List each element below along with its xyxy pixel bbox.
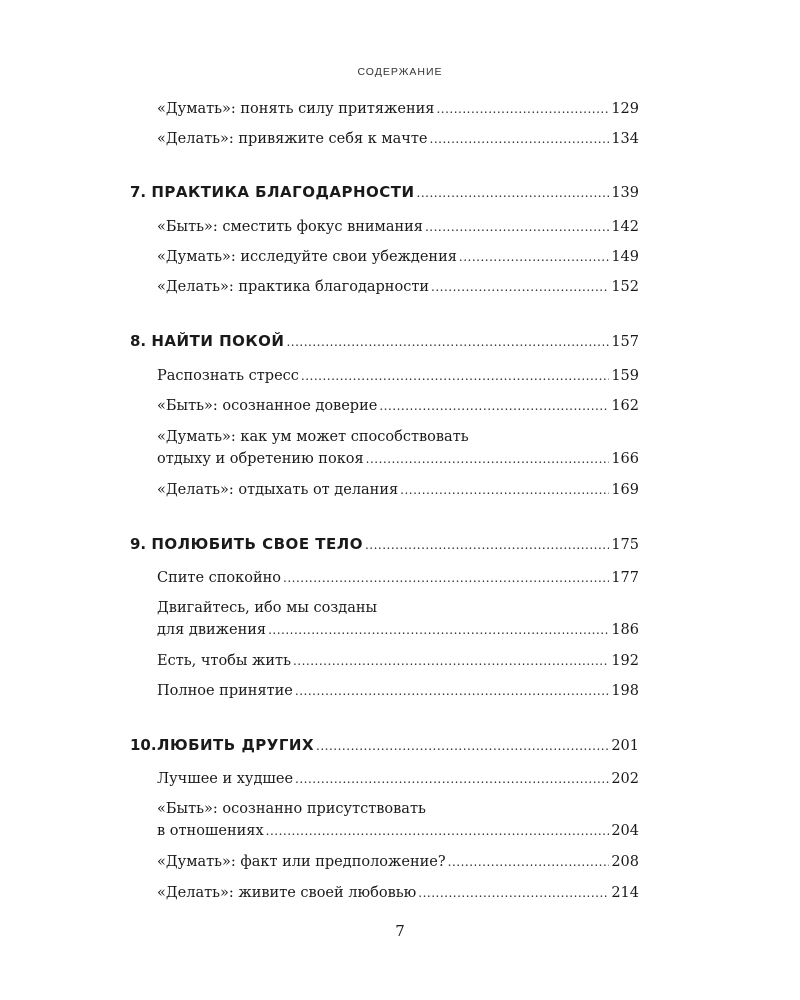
toc-entry bbox=[157, 882, 639, 904]
dot-leader bbox=[293, 650, 609, 672]
toc-entry-title-line1: Двигайтесь, ибо мы созданы bbox=[157, 600, 378, 616]
toc-entry-page: 169 bbox=[611, 482, 639, 498]
toc-entry bbox=[157, 365, 639, 387]
toc-chapter bbox=[130, 734, 639, 757]
toc-entry-title: отдыху и обретению покоя bbox=[157, 451, 364, 467]
toc-entry bbox=[157, 98, 639, 120]
toc-entry-page: 134 bbox=[611, 131, 639, 147]
chapter-title: ПРАКТИКА БЛАГОДАРНОСТИ bbox=[151, 183, 415, 201]
toc-entry bbox=[157, 395, 639, 417]
dot-leader bbox=[295, 680, 609, 702]
toc-entry-page: 175 bbox=[611, 537, 639, 553]
toc-entry-page: 186 bbox=[611, 622, 639, 638]
chapter-number: 9. bbox=[130, 535, 147, 553]
chapter-number: 10. bbox=[130, 736, 157, 754]
toc-entry-page: 166 bbox=[611, 451, 639, 467]
toc-entry-page: 177 bbox=[611, 570, 639, 586]
dot-leader bbox=[417, 182, 610, 204]
toc-entry-title: «Думать»: исследуйте свои убеждения bbox=[157, 249, 457, 265]
page-number: 7 bbox=[395, 922, 405, 940]
toc-entry-page: 159 bbox=[611, 368, 639, 384]
toc-entry-page: 162 bbox=[611, 398, 639, 414]
toc-entry-title: Спите спокойно bbox=[157, 570, 282, 586]
toc-entry-title-line1: «Думать»: как ум может способствовать bbox=[157, 429, 469, 445]
toc-entry-page: 129 bbox=[611, 101, 639, 117]
toc-entry bbox=[157, 567, 639, 589]
toc-entry-title: «Делать»: практика благодарности bbox=[157, 279, 430, 295]
toc-entry-title: Лучшее и худшее bbox=[157, 771, 294, 787]
toc-entry-page: 152 bbox=[611, 279, 639, 295]
dot-leader bbox=[283, 567, 609, 589]
chapter-title: НАЙТИ ПОКОЙ bbox=[151, 332, 285, 350]
running-head: СОДЕРЖАНИЕ bbox=[357, 66, 443, 78]
toc-entry-page: 208 bbox=[611, 854, 639, 870]
dot-leader bbox=[430, 128, 610, 150]
toc-entry-title: «Быть»: сместить фокус внимания bbox=[157, 219, 423, 235]
toc-entry-title: в отношениях bbox=[157, 823, 264, 839]
toc-entry bbox=[157, 597, 639, 641]
toc-entry-page: 204 bbox=[611, 823, 639, 839]
toc-entry-title: Полное принятие bbox=[157, 683, 293, 699]
toc-chapter bbox=[130, 533, 639, 556]
dot-leader bbox=[295, 768, 609, 790]
toc-entry-title-line1: «Быть»: осознанно присутствовать bbox=[157, 801, 426, 817]
dot-leader bbox=[301, 365, 609, 387]
toc-entry-page: 201 bbox=[611, 738, 639, 754]
toc-entry-page: 214 bbox=[611, 885, 639, 901]
dot-leader bbox=[448, 851, 610, 873]
toc-entry-page: 149 bbox=[611, 249, 639, 265]
toc-entry-title: «Думать»: факт или предположение? bbox=[157, 854, 446, 870]
toc-entry bbox=[157, 680, 639, 702]
toc-entry bbox=[157, 768, 639, 790]
toc-entry-page: 157 bbox=[611, 334, 639, 350]
toc-entry-page: 198 bbox=[611, 683, 639, 699]
toc-entry-title: для движения bbox=[157, 622, 267, 638]
dot-leader bbox=[286, 331, 609, 353]
toc-entry-page: 142 bbox=[611, 219, 639, 235]
toc-entry bbox=[157, 246, 639, 268]
toc-chapter bbox=[130, 181, 639, 204]
toc-entry bbox=[157, 216, 639, 238]
toc-entry-title: «Думать»: понять силу притяжения bbox=[157, 101, 435, 117]
dot-leader bbox=[365, 534, 609, 556]
dot-leader bbox=[366, 448, 610, 470]
dot-leader bbox=[316, 735, 609, 757]
dot-leader bbox=[418, 882, 609, 904]
toc-entry-title: Распознать стресс bbox=[157, 368, 299, 384]
dot-leader bbox=[425, 216, 609, 238]
chapter-number: 7. bbox=[130, 183, 147, 201]
toc-entry-page: 139 bbox=[611, 185, 639, 201]
toc-entry bbox=[157, 650, 639, 672]
dot-leader bbox=[400, 479, 609, 501]
toc-entry-title: «Быть»: осознанное доверие bbox=[157, 398, 378, 414]
toc-chapter bbox=[130, 330, 639, 353]
toc-entry-title: «Делать»: отдыхать от делания bbox=[157, 482, 399, 498]
toc-entry-title: «Делать»: живите своей любовью bbox=[157, 885, 417, 901]
toc-entry bbox=[157, 479, 639, 501]
toc-entry-title: «Делать»: привяжите себя к мачте bbox=[157, 131, 428, 147]
chapter-title: ЛЮБИТЬ ДРУГИХ bbox=[157, 736, 315, 754]
dot-leader bbox=[379, 395, 609, 417]
chapter-title: ПОЛЮБИТЬ СВОЕ ТЕЛО bbox=[151, 535, 363, 553]
toc-entry bbox=[157, 276, 639, 298]
chapter-number: 8. bbox=[130, 332, 147, 350]
dot-leader bbox=[436, 98, 609, 120]
toc-entry bbox=[157, 851, 639, 873]
toc-entry-page: 202 bbox=[611, 771, 639, 787]
dot-leader bbox=[268, 619, 609, 641]
toc-entry-page: 192 bbox=[611, 653, 639, 669]
toc-entry-title: Есть, чтобы жить bbox=[157, 653, 291, 669]
toc-entry bbox=[157, 426, 639, 470]
toc-entry bbox=[157, 128, 639, 150]
dot-leader bbox=[266, 820, 610, 842]
toc-entry bbox=[157, 798, 639, 842]
dot-leader bbox=[431, 276, 609, 298]
dot-leader bbox=[459, 246, 609, 268]
